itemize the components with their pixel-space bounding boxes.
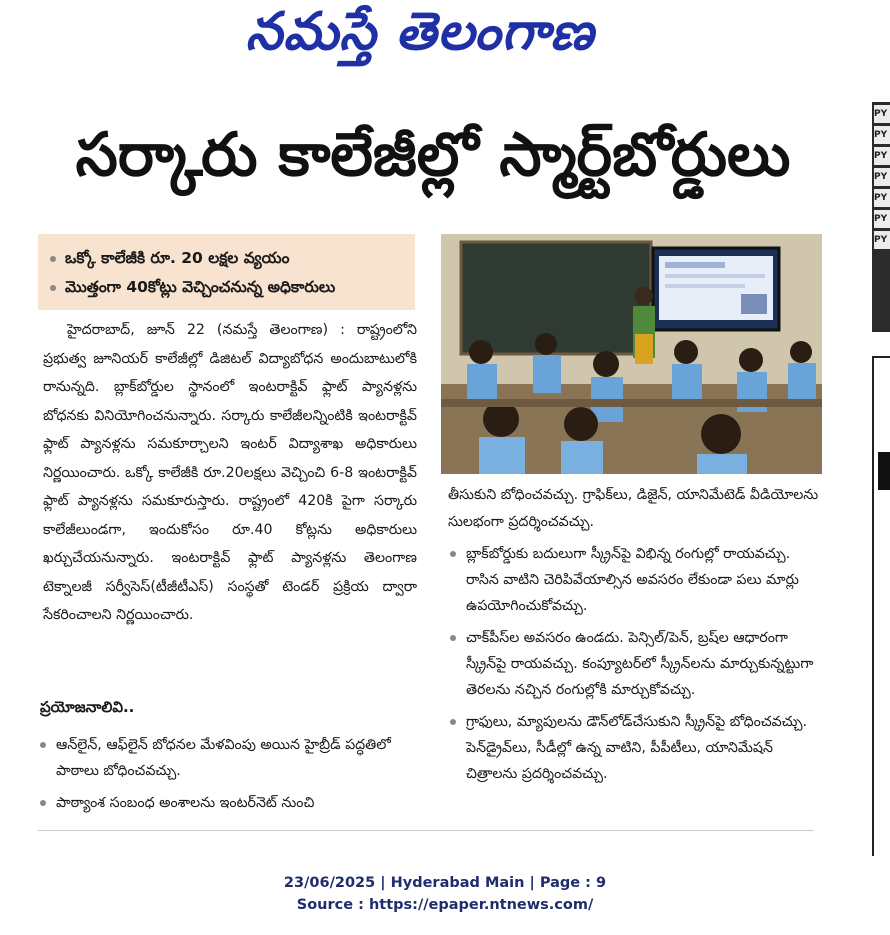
adjacent-article-border (872, 356, 874, 856)
list-item: బ్లాక్‌బోర్డుకు బదులుగా స్క్రీన్‌పై విభిన్న రంగుల్లో రాయవచ్చు. రాసిన వాటిని చెరిపివేయాల్సిన అవసరం లేకుండా పలు మార్లు ఉపయోగించుకోవచ్చు. (448, 541, 820, 619)
list-item: గ్రాఫులు, మ్యాపులను డౌన్‌లోడ్‌చేసుకుని స్క్రీన్‌పై బోధించవచ్చు. పెన్‌డ్రైవ్‌లు, సీడీల్లో ఉన్న వాటిని, పీపీటీలు, యానిమేషన్ చిత్రాలను ప్రదర్శించవచ్చు. (448, 709, 820, 787)
source-link[interactable]: Source : https://epaper.ntnews.com/ (296, 897, 594, 913)
bullet-icon (40, 800, 46, 806)
strip-label: PY (874, 168, 890, 186)
list-item: ఆన్‌లైన్, ఆఫ్‌లైన్ బోధనల మేళవింపు అయిన హైబ్రీడ్ పద్ధతిలో పాఠాలు బోధించవచ్చు. (38, 732, 418, 784)
highlight-item: ఒక్కో కాలేజీకి రూ. 20 లక్షల వ్యయం (50, 244, 415, 273)
bullet-icon (50, 256, 56, 262)
bullet-icon (50, 285, 56, 291)
adjacent-article-strip (872, 102, 890, 332)
strip-label: PY (874, 126, 890, 144)
list-item: చాక్‌పీస్‌ల అవసరం ఉండదు. పెన్సిల్/పెన్, బ్రష్‌ల ఆధారంగా స్క్రీన్‌పై రాయవచ్చు. కంప్యూటర్‌లో స్క్రీన్‌లను మార్చుకున్నట్టుగా తెరలను నచ్చిన రంగుల్లోకి మార్చుకోవచ్చు. (448, 625, 820, 703)
article-body: హైదరాబాద్, జూన్ 22 (నమస్తే తెలంగాణ) : రాష్ట్రంలోని ప్రభుత్వ జూనియర్ కాలేజీల్లో డిజిటల్ విద్యాబోధన అందుబాటులోకి రానున్నది. బ్లాక్‌బోర్డుల స్థానంలో ఇంటరాక్టివ్ ఫ్లాట్ ప్యానళ్లను బోధనకు వినియోగించనున్నారు. సర్కారు కాలేజీలన్నింటికి ఇంటరాక్టివ్ ఫ్లాట్ ప్యానళ్లను సమకూర్చాలని ఇంటర్ విద్యాశాఖ అధికారులు నిర్ణయించారు. ఒక్కో కాలేజీకి రూ.20లక్షలు వెచ్చించి 6-8 ఇంటరాక్టివ్ ఫ్లాట్ ప్యానళ్లను సమకూరుస్తారు. రాష్ట్రంలో 420కి పైగా సర్కారు కాలేజీలుండగా, ఇందుకోసం రూ.40 కోట్లను అధికారులు ఖర్చుచేయనున్నారు. ఇంటరాక్టివ్ ఫ్లాట్ ప్యానళ్లను తెలంగాణ టెక్నాలజీ సర్వీసెస్(టీజీటీఎస్) సంస్థతో టెండర్ ప్రక్రియ ద్వారా సేకరించాలని నిర్ణయించారు. (43, 322, 417, 623)
edition-info: 23/06/2025 | Hyderabad Main | Page : 9 (283, 875, 607, 891)
benefits-heading: ప్రయోజనాలివి.. (40, 698, 135, 716)
adjacent-article-border-top (872, 356, 890, 358)
benefits-list-left (38, 732, 418, 822)
highlight-item: మొత్తంగా 40కోట్లు వెచ్చించనున్న అధికారులు (50, 273, 415, 302)
strip-label: PY (874, 105, 890, 123)
strip-label: PY (874, 189, 890, 207)
strip-label: PY (874, 231, 890, 249)
bullet-icon (40, 742, 46, 748)
newspaper-logo: నమస్తే తెలంగాణ (245, 2, 595, 62)
strip-label: PY (874, 210, 890, 228)
article-headline: సర్కారు కాలేజీల్లో స్మార్ట్‌బోర్డులు (75, 120, 791, 190)
classroom-illustration (441, 234, 822, 474)
bullet-icon (450, 635, 456, 641)
list-item: పాఠ్యాంశ సంబంధ అంశాలను ఇంటర్‌నెట్ నుంచి (38, 790, 418, 816)
divider (38, 830, 814, 831)
benefits-list-right (448, 482, 820, 793)
adjacent-article-block (878, 452, 890, 490)
continued-text: తీసుకుని బోధించవచ్చు. గ్రాఫిక్‌లు, డిజైన్, యానిమేటెడ్ వీడియోలను సులభంగా ప్రదర్శించవచ్చు. (448, 487, 819, 530)
highlights-box (38, 234, 415, 310)
masthead (0, 0, 890, 78)
classroom-photo (441, 234, 822, 474)
bullet-icon (450, 551, 456, 557)
strip-label: PY (874, 147, 890, 165)
page-footer (0, 872, 890, 916)
bullet-icon (450, 719, 456, 725)
